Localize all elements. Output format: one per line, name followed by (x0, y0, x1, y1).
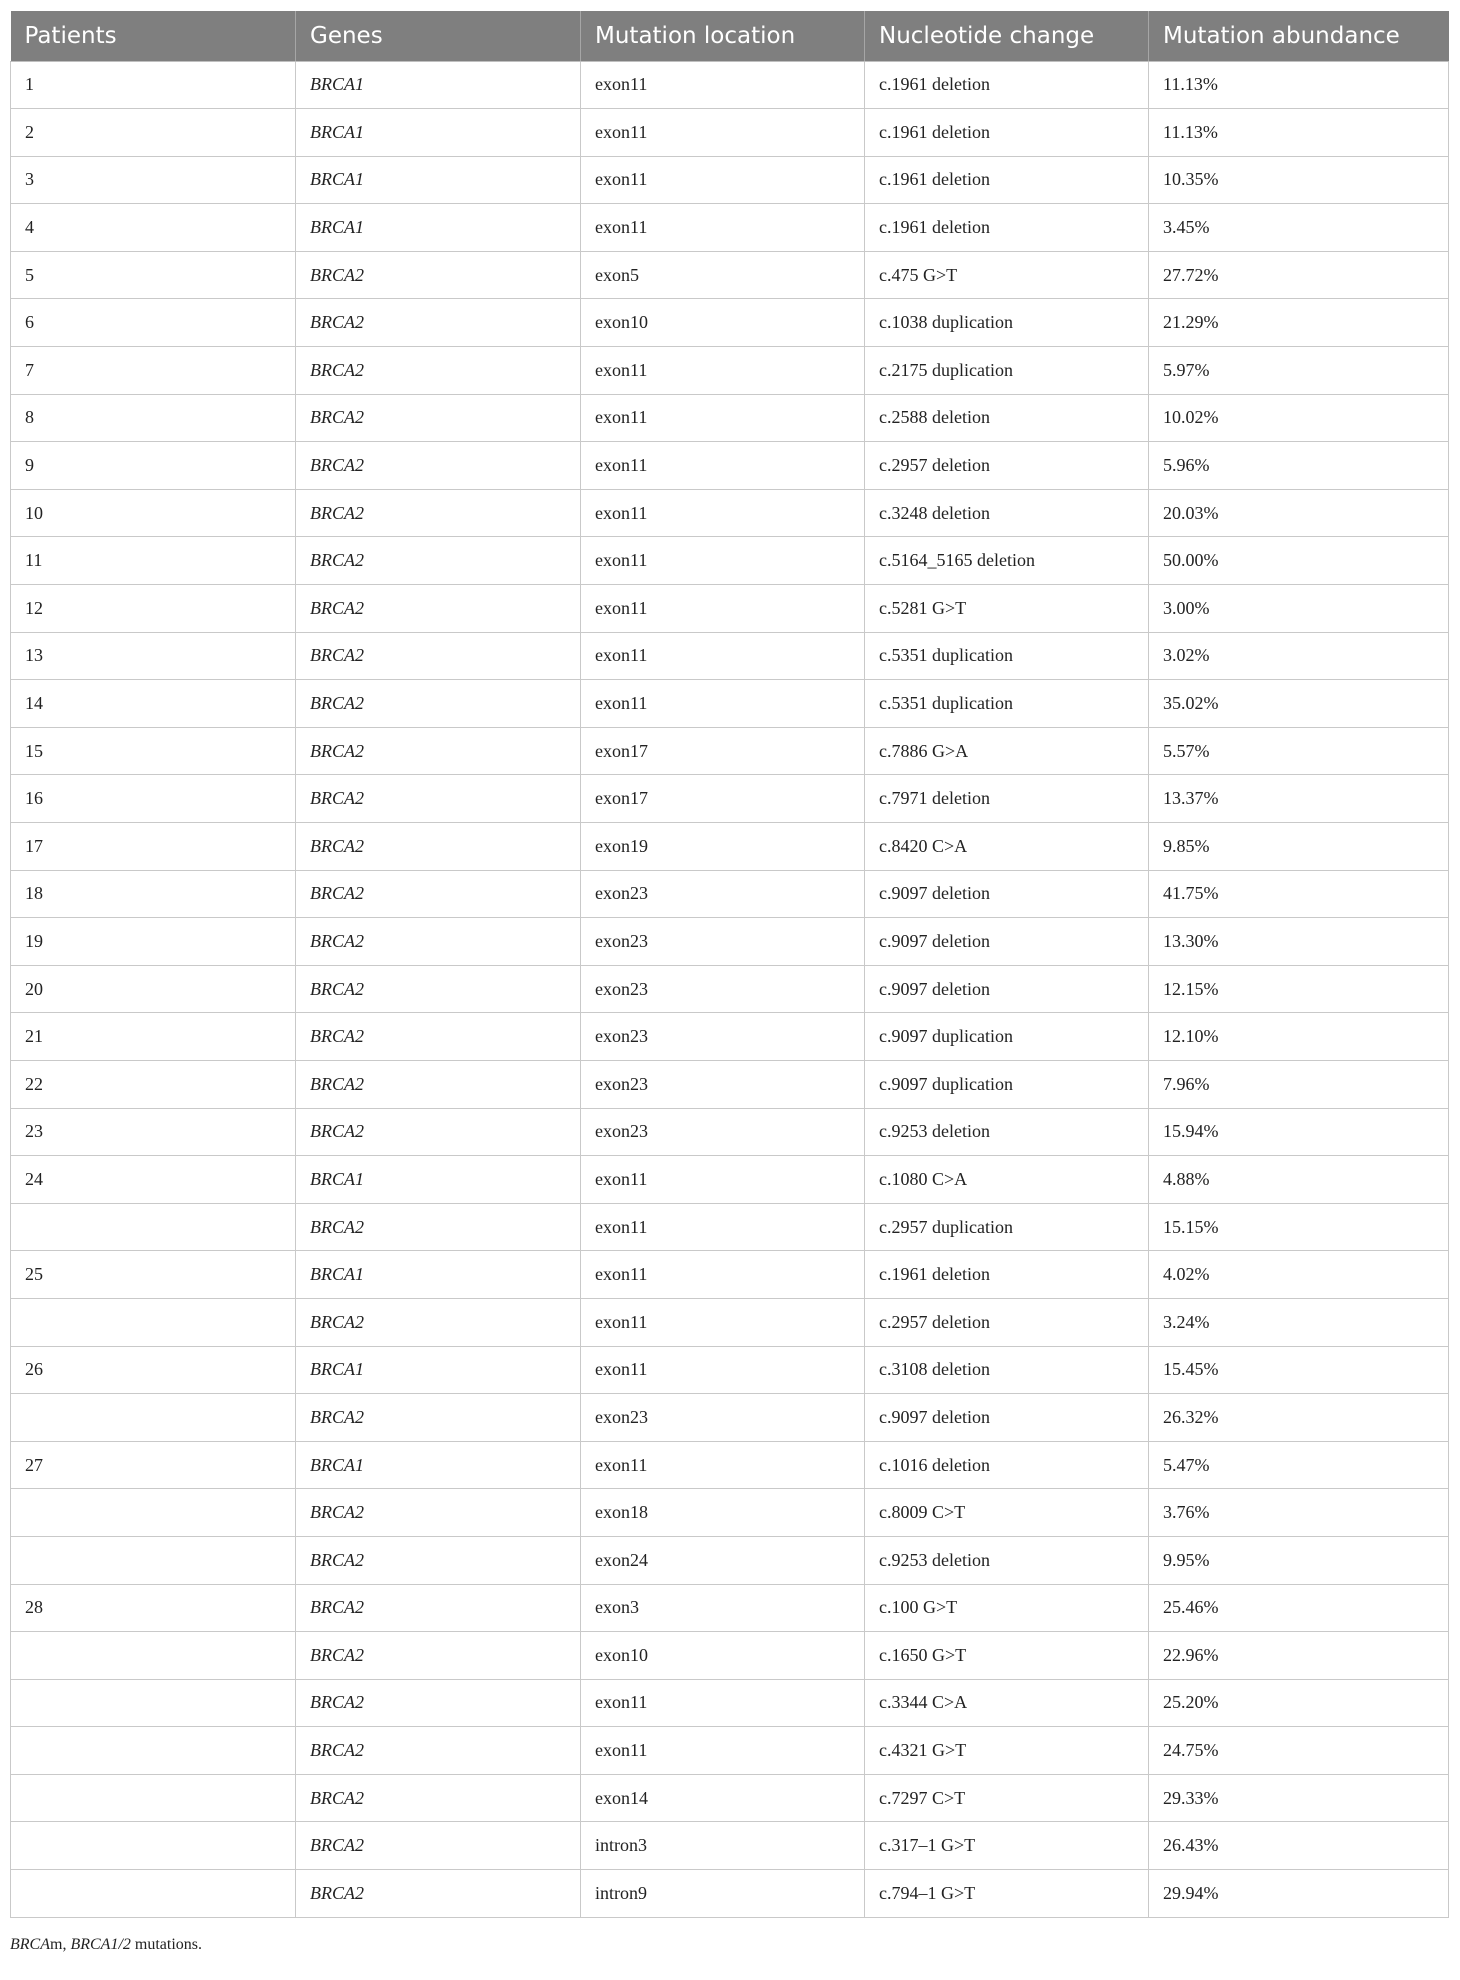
table-row (11, 1060, 1449, 1108)
cell-patient: 8 (11, 394, 296, 442)
table-row (11, 156, 1449, 204)
column-header-mutation-abundance: Mutation abundance (1149, 11, 1449, 61)
cell-nucleotide-change: c.5164_5165 deletion (865, 537, 1149, 585)
cell-mutation-location: exon11 (581, 442, 865, 490)
cell-mutation-abundance: 27.72% (1149, 251, 1449, 299)
cell-patient (11, 1727, 296, 1775)
cell-gene: BRCA2 (296, 727, 581, 775)
cell-mutation-location: exon11 (581, 489, 865, 537)
table-row (11, 489, 1449, 537)
table-row (11, 251, 1449, 299)
cell-mutation-location: exon11 (581, 680, 865, 728)
cell-nucleotide-change: c.9097 duplication (865, 1013, 1149, 1061)
cell-gene: BRCA1 (296, 109, 581, 157)
cell-mutation-abundance: 29.33% (1149, 1774, 1449, 1822)
table-row (11, 1489, 1449, 1537)
table-row (11, 537, 1449, 585)
cell-mutation-location: exon11 (581, 537, 865, 585)
cell-patient: 28 (11, 1584, 296, 1632)
cell-mutation-location: intron9 (581, 1870, 865, 1918)
cell-patient: 16 (11, 775, 296, 823)
footnote-term-brca: BRCA (10, 1936, 50, 1953)
cell-gene: BRCA2 (296, 1298, 581, 1346)
cell-patient: 27 (11, 1441, 296, 1489)
cell-nucleotide-change: c.1650 G>T (865, 1632, 1149, 1680)
cell-mutation-abundance: 3.24% (1149, 1298, 1449, 1346)
cell-patient: 13 (11, 632, 296, 680)
cell-patient (11, 1298, 296, 1346)
cell-gene: BRCA2 (296, 1774, 581, 1822)
table-row (11, 1584, 1449, 1632)
table-row (11, 61, 1449, 109)
cell-gene: BRCA1 (296, 1251, 581, 1299)
table-row (11, 1108, 1449, 1156)
cell-mutation-abundance: 5.57% (1149, 727, 1449, 775)
cell-nucleotide-change: c.7971 deletion (865, 775, 1149, 823)
cell-gene: BRCA2 (296, 442, 581, 490)
cell-mutation-location: exon11 (581, 109, 865, 157)
table-row (11, 1536, 1449, 1584)
cell-mutation-abundance: 9.85% (1149, 823, 1449, 871)
table-row (11, 299, 1449, 347)
cell-nucleotide-change: c.2957 duplication (865, 1203, 1149, 1251)
column-header-mutation-location: Mutation location (581, 11, 865, 61)
cell-gene: BRCA2 (296, 1679, 581, 1727)
cell-gene: BRCA1 (296, 61, 581, 109)
cell-patient (11, 1394, 296, 1442)
cell-mutation-abundance: 9.95% (1149, 1536, 1449, 1584)
cell-gene: BRCA2 (296, 823, 581, 871)
cell-gene: BRCA2 (296, 1203, 581, 1251)
cell-gene: BRCA2 (296, 1536, 581, 1584)
cell-mutation-abundance: 10.02% (1149, 394, 1449, 442)
cell-mutation-abundance: 21.29% (1149, 299, 1449, 347)
cell-patient: 25 (11, 1251, 296, 1299)
cell-mutation-location: exon18 (581, 1489, 865, 1537)
table-row (11, 632, 1449, 680)
cell-gene: BRCA2 (296, 394, 581, 442)
cell-gene: BRCA2 (296, 775, 581, 823)
cell-patient: 23 (11, 1108, 296, 1156)
cell-gene: BRCA1 (296, 156, 581, 204)
cell-patient: 18 (11, 870, 296, 918)
cell-patient: 6 (11, 299, 296, 347)
cell-mutation-abundance: 24.75% (1149, 1727, 1449, 1775)
cell-mutation-abundance: 13.37% (1149, 775, 1449, 823)
table-row (11, 1013, 1449, 1061)
cell-gene: BRCA1 (296, 1156, 581, 1204)
cell-mutation-abundance: 4.88% (1149, 1156, 1449, 1204)
cell-patient: 26 (11, 1346, 296, 1394)
cell-nucleotide-change: c.3248 deletion (865, 489, 1149, 537)
table-row (11, 1727, 1449, 1775)
cell-mutation-abundance: 7.96% (1149, 1060, 1449, 1108)
cell-patient: 3 (11, 156, 296, 204)
cell-mutation-abundance: 4.02% (1149, 1251, 1449, 1299)
cell-nucleotide-change: c.2957 deletion (865, 442, 1149, 490)
column-header-nucleotide-change: Nucleotide change (865, 11, 1149, 61)
cell-mutation-abundance: 13.30% (1149, 918, 1449, 966)
cell-mutation-location: exon11 (581, 1441, 865, 1489)
cell-mutation-location: exon11 (581, 394, 865, 442)
table-row (11, 442, 1449, 490)
table-row (11, 1251, 1449, 1299)
cell-patient: 19 (11, 918, 296, 966)
cell-mutation-abundance: 22.96% (1149, 1632, 1449, 1680)
cell-nucleotide-change: c.1961 deletion (865, 109, 1149, 157)
cell-patient (11, 1774, 296, 1822)
cell-patient (11, 1489, 296, 1537)
cell-patient: 15 (11, 727, 296, 775)
cell-patient (11, 1822, 296, 1870)
cell-mutation-location: exon11 (581, 347, 865, 395)
cell-patient (11, 1632, 296, 1680)
cell-mutation-location: exon19 (581, 823, 865, 871)
cell-mutation-abundance: 11.13% (1149, 109, 1449, 157)
cell-gene: BRCA2 (296, 1394, 581, 1442)
column-header-patients: Patients (11, 11, 296, 61)
cell-mutation-location: exon11 (581, 585, 865, 633)
cell-mutation-location: intron3 (581, 1822, 865, 1870)
cell-gene: BRCA2 (296, 251, 581, 299)
cell-mutation-abundance: 11.13% (1149, 61, 1449, 109)
cell-mutation-location: exon23 (581, 918, 865, 966)
cell-mutation-abundance: 25.20% (1149, 1679, 1449, 1727)
cell-nucleotide-change: c.1961 deletion (865, 61, 1149, 109)
table-row (11, 727, 1449, 775)
cell-mutation-location: exon11 (581, 1346, 865, 1394)
cell-mutation-abundance: 25.46% (1149, 1584, 1449, 1632)
table-row (11, 775, 1449, 823)
table-row (11, 965, 1449, 1013)
cell-mutation-abundance: 3.76% (1149, 1489, 1449, 1537)
table-row (11, 1441, 1449, 1489)
cell-gene: BRCA2 (296, 489, 581, 537)
cell-patient: 22 (11, 1060, 296, 1108)
table-row (11, 1156, 1449, 1204)
cell-mutation-abundance: 3.45% (1149, 204, 1449, 252)
cell-nucleotide-change: c.9097 duplication (865, 1060, 1149, 1108)
cell-gene: BRCA2 (296, 870, 581, 918)
cell-mutation-abundance: 5.97% (1149, 347, 1449, 395)
cell-gene: BRCA1 (296, 1346, 581, 1394)
cell-mutation-abundance: 15.15% (1149, 1203, 1449, 1251)
cell-gene: BRCA2 (296, 632, 581, 680)
cell-mutation-abundance: 20.03% (1149, 489, 1449, 537)
cell-nucleotide-change: c.2175 duplication (865, 347, 1149, 395)
table-row (11, 109, 1449, 157)
cell-patient: 24 (11, 1156, 296, 1204)
cell-patient: 1 (11, 61, 296, 109)
cell-mutation-abundance: 50.00% (1149, 537, 1449, 585)
cell-nucleotide-change: c.3344 C>A (865, 1679, 1149, 1727)
table-row (11, 204, 1449, 252)
cell-gene: BRCA2 (296, 1584, 581, 1632)
cell-mutation-location: exon23 (581, 1013, 865, 1061)
cell-mutation-location: exon11 (581, 1298, 865, 1346)
mutation-table (10, 11, 1449, 1918)
cell-gene: BRCA2 (296, 1060, 581, 1108)
table-row (11, 1870, 1449, 1918)
cell-nucleotide-change: c.8009 C>T (865, 1489, 1149, 1537)
cell-mutation-abundance: 26.43% (1149, 1822, 1449, 1870)
table-row (11, 1346, 1449, 1394)
cell-gene: BRCA2 (296, 1013, 581, 1061)
table-row (11, 347, 1449, 395)
cell-nucleotide-change: c.794–1 G>T (865, 1870, 1149, 1918)
table-row (11, 870, 1449, 918)
cell-patient: 7 (11, 347, 296, 395)
cell-mutation-abundance: 12.15% (1149, 965, 1449, 1013)
cell-patient: 14 (11, 680, 296, 728)
cell-mutation-abundance: 12.10% (1149, 1013, 1449, 1061)
cell-gene: BRCA2 (296, 965, 581, 1013)
cell-mutation-location: exon11 (581, 1679, 865, 1727)
cell-mutation-abundance: 5.47% (1149, 1441, 1449, 1489)
mutation-table-container (10, 11, 1448, 1918)
table-row (11, 1394, 1449, 1442)
cell-mutation-abundance: 3.00% (1149, 585, 1449, 633)
cell-mutation-location: exon11 (581, 156, 865, 204)
table-body (11, 61, 1449, 1917)
cell-mutation-location: exon23 (581, 1060, 865, 1108)
cell-mutation-location: exon3 (581, 1584, 865, 1632)
cell-mutation-location: exon23 (581, 870, 865, 918)
cell-mutation-location: exon17 (581, 775, 865, 823)
cell-patient: 21 (11, 1013, 296, 1061)
cell-gene: BRCA2 (296, 585, 581, 633)
cell-mutation-location: exon11 (581, 632, 865, 680)
cell-gene: BRCA2 (296, 1870, 581, 1918)
cell-mutation-location: exon14 (581, 1774, 865, 1822)
table-row (11, 1203, 1449, 1251)
cell-nucleotide-change: c.9097 deletion (865, 1394, 1149, 1442)
cell-nucleotide-change: c.1038 duplication (865, 299, 1149, 347)
cell-nucleotide-change: c.2957 deletion (865, 1298, 1149, 1346)
cell-gene: BRCA2 (296, 1822, 581, 1870)
cell-mutation-abundance: 29.94% (1149, 1870, 1449, 1918)
column-header-genes: Genes (296, 11, 581, 61)
cell-gene: BRCA2 (296, 680, 581, 728)
cell-nucleotide-change: c.2588 deletion (865, 394, 1149, 442)
table-row (11, 1632, 1449, 1680)
cell-nucleotide-change: c.5281 G>T (865, 585, 1149, 633)
cell-gene: BRCA2 (296, 299, 581, 347)
table-footnote (10, 1936, 202, 1954)
cell-mutation-location: exon11 (581, 204, 865, 252)
cell-gene: BRCA2 (296, 537, 581, 585)
cell-mutation-location: exon23 (581, 1394, 865, 1442)
cell-patient (11, 1536, 296, 1584)
cell-gene: BRCA2 (296, 347, 581, 395)
cell-mutation-abundance: 15.94% (1149, 1108, 1449, 1156)
cell-nucleotide-change: c.317–1 G>T (865, 1822, 1149, 1870)
cell-mutation-location: exon11 (581, 1251, 865, 1299)
cell-nucleotide-change: c.8420 C>A (865, 823, 1149, 871)
cell-patient: 17 (11, 823, 296, 871)
table-row (11, 1774, 1449, 1822)
cell-nucleotide-change: c.1961 deletion (865, 1251, 1149, 1299)
cell-mutation-abundance: 41.75% (1149, 870, 1449, 918)
cell-gene: BRCA2 (296, 1727, 581, 1775)
cell-mutation-location: exon24 (581, 1536, 865, 1584)
cell-nucleotide-change: c.475 G>T (865, 251, 1149, 299)
cell-patient: 9 (11, 442, 296, 490)
cell-patient: 12 (11, 585, 296, 633)
cell-patient: 5 (11, 251, 296, 299)
cell-nucleotide-change: c.1016 deletion (865, 1441, 1149, 1489)
table-row (11, 918, 1449, 966)
cell-nucleotide-change: c.5351 duplication (865, 632, 1149, 680)
footnote-term-brca-suffix: m, (50, 1936, 71, 1953)
table-row (11, 1679, 1449, 1727)
cell-nucleotide-change: c.1961 deletion (865, 156, 1149, 204)
table-row (11, 585, 1449, 633)
cell-nucleotide-change: c.9253 deletion (865, 1108, 1149, 1156)
cell-nucleotide-change: c.1080 C>A (865, 1156, 1149, 1204)
cell-patient: 4 (11, 204, 296, 252)
cell-nucleotide-change: c.4321 G>T (865, 1727, 1149, 1775)
footnote-term-brca12-suffix: mutations. (130, 1936, 202, 1953)
cell-nucleotide-change: c.3108 deletion (865, 1346, 1149, 1394)
cell-nucleotide-change: c.100 G>T (865, 1584, 1149, 1632)
cell-nucleotide-change: c.7886 G>A (865, 727, 1149, 775)
cell-mutation-abundance: 26.32% (1149, 1394, 1449, 1442)
cell-patient (11, 1203, 296, 1251)
cell-gene: BRCA1 (296, 204, 581, 252)
cell-mutation-location: exon23 (581, 965, 865, 1013)
footnote-term-brca12: BRCA1/2 (70, 1936, 131, 1953)
cell-nucleotide-change: c.9097 deletion (865, 918, 1149, 966)
cell-mutation-location: exon11 (581, 61, 865, 109)
cell-patient (11, 1870, 296, 1918)
cell-patient: 10 (11, 489, 296, 537)
cell-mutation-abundance: 3.02% (1149, 632, 1449, 680)
cell-nucleotide-change: c.9097 deletion (865, 965, 1149, 1013)
table-row (11, 1822, 1449, 1870)
cell-nucleotide-change: c.9097 deletion (865, 870, 1149, 918)
cell-mutation-location: exon11 (581, 1203, 865, 1251)
cell-patient: 2 (11, 109, 296, 157)
cell-patient (11, 1679, 296, 1727)
cell-mutation-location: exon11 (581, 1156, 865, 1204)
cell-mutation-location: exon10 (581, 299, 865, 347)
cell-gene: BRCA2 (296, 1108, 581, 1156)
cell-nucleotide-change: c.1961 deletion (865, 204, 1149, 252)
cell-gene: BRCA2 (296, 1632, 581, 1680)
table-header-row (11, 11, 1449, 61)
cell-mutation-location: exon17 (581, 727, 865, 775)
cell-mutation-abundance: 10.35% (1149, 156, 1449, 204)
cell-patient: 11 (11, 537, 296, 585)
cell-mutation-location: exon5 (581, 251, 865, 299)
cell-patient: 20 (11, 965, 296, 1013)
cell-nucleotide-change: c.7297 C>T (865, 1774, 1149, 1822)
cell-gene: BRCA1 (296, 1441, 581, 1489)
cell-nucleotide-change: c.9253 deletion (865, 1536, 1149, 1584)
cell-mutation-abundance: 5.96% (1149, 442, 1449, 490)
table-row (11, 394, 1449, 442)
table-row (11, 823, 1449, 871)
cell-gene: BRCA2 (296, 918, 581, 966)
cell-mutation-location: exon23 (581, 1108, 865, 1156)
cell-gene: BRCA2 (296, 1489, 581, 1537)
cell-mutation-abundance: 15.45% (1149, 1346, 1449, 1394)
cell-mutation-location: exon10 (581, 1632, 865, 1680)
table-row (11, 680, 1449, 728)
cell-mutation-abundance: 35.02% (1149, 680, 1449, 728)
cell-mutation-location: exon11 (581, 1727, 865, 1775)
cell-nucleotide-change: c.5351 duplication (865, 680, 1149, 728)
table-row (11, 1298, 1449, 1346)
